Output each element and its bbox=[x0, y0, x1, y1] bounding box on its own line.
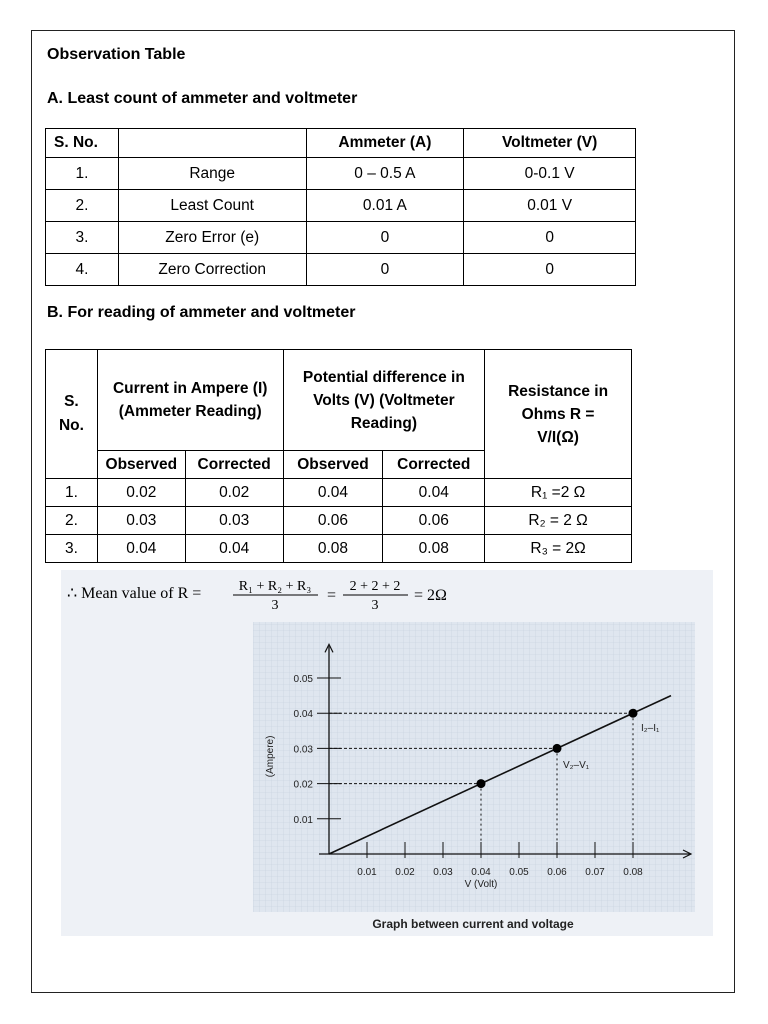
least-count-table bbox=[45, 128, 636, 286]
mean-eq1: = bbox=[327, 587, 337, 604]
cell: 4. bbox=[46, 254, 119, 286]
y-tick-label: 0.02 bbox=[293, 779, 313, 791]
cell: 0 bbox=[464, 222, 636, 254]
x-tick-label: 0.07 bbox=[585, 867, 605, 878]
cell: 1. bbox=[46, 158, 119, 190]
data-point bbox=[629, 709, 638, 718]
x-tick-label: 0.04 bbox=[471, 867, 491, 878]
cell: 0.04 bbox=[97, 535, 185, 563]
header-sno bbox=[46, 350, 98, 479]
cell: 2. bbox=[46, 507, 98, 535]
graph-figure bbox=[61, 570, 713, 936]
chart-title: Graph between current and voltage bbox=[372, 917, 574, 931]
data-point bbox=[477, 779, 486, 788]
header-sno: S. No. bbox=[46, 129, 119, 158]
cell: Least Count bbox=[118, 190, 306, 222]
cell: 0-0.1 V bbox=[464, 158, 636, 190]
cell: 0 bbox=[464, 254, 636, 286]
cell: R₁ =2 Ω bbox=[485, 479, 632, 507]
header-resistance: Resistance in Ohms R = V/I(Ω) bbox=[485, 350, 632, 479]
table-row bbox=[46, 507, 632, 535]
mean-result: = 2Ω bbox=[414, 587, 447, 604]
cell: 0.02 bbox=[185, 479, 283, 507]
cell: 0.08 bbox=[283, 535, 383, 563]
cell: 0 bbox=[306, 254, 464, 286]
x-axis-label: V (Volt) bbox=[464, 879, 498, 890]
x-tick-label: 0.06 bbox=[547, 867, 567, 878]
x-tick-label: 0.03 bbox=[433, 867, 453, 878]
cell: 0.06 bbox=[383, 507, 485, 535]
header-ammeter: Ammeter (A) bbox=[306, 129, 464, 158]
header-blank bbox=[118, 129, 306, 158]
x-tick-label: 0.08 bbox=[623, 867, 643, 878]
annotation-delta-v: V₂–V₁ bbox=[563, 760, 590, 771]
readings-table bbox=[45, 349, 632, 563]
cell: 0.03 bbox=[97, 507, 185, 535]
y-tick-label: 0.01 bbox=[293, 814, 313, 826]
cell: 0.01 V bbox=[464, 190, 636, 222]
cell: 2. bbox=[46, 190, 119, 222]
table-row bbox=[46, 222, 636, 254]
table-row bbox=[46, 535, 632, 563]
section-a-heading: A. Least count of ammeter and voltmeter bbox=[47, 90, 358, 107]
section-b-heading: B. For reading of ammeter and voltmeter bbox=[47, 304, 356, 321]
y-tick-label: 0.05 bbox=[293, 674, 313, 685]
mean-den1: 3 bbox=[271, 598, 279, 613]
mean-den2: 3 bbox=[371, 598, 379, 613]
y-axis-label: (Ampere) bbox=[265, 735, 276, 778]
cell: 0.01 A bbox=[306, 190, 464, 222]
table-row bbox=[46, 158, 636, 190]
table-row bbox=[46, 479, 632, 507]
mean-num2: 2 + 2 + 2 bbox=[349, 579, 401, 594]
cell: 1. bbox=[46, 479, 98, 507]
cell: 3. bbox=[46, 535, 98, 563]
table-row bbox=[46, 254, 636, 286]
header-voltmeter: Voltmeter (V) bbox=[464, 129, 636, 158]
table-row bbox=[46, 190, 636, 222]
page-title: Observation Table bbox=[47, 46, 186, 63]
cell: 0.02 bbox=[97, 479, 185, 507]
cell: 0.04 bbox=[383, 479, 485, 507]
annotation-delta-i: I₂–I₁ bbox=[641, 722, 660, 734]
header-pd: Potential difference in Volts (V) (Voltmeter Reading) bbox=[283, 350, 485, 451]
cell: 3. bbox=[46, 222, 119, 254]
cell: R₃ = 2Ω bbox=[485, 535, 632, 563]
cell: 0.04 bbox=[185, 535, 283, 563]
cell: 0 bbox=[306, 222, 464, 254]
cell: R₂ = 2 Ω bbox=[485, 507, 632, 535]
cell: 0 – 0.5 A bbox=[306, 158, 464, 190]
x-tick-label: 0.01 bbox=[357, 867, 377, 878]
cell: 0.03 bbox=[185, 507, 283, 535]
header-corrected-current: Corrected bbox=[185, 451, 283, 479]
mean-prefix: ∴ Mean value of R = bbox=[67, 585, 202, 602]
cell: Range bbox=[118, 158, 306, 190]
x-tick-label: 0.05 bbox=[509, 867, 529, 878]
x-tick-label: 0.02 bbox=[395, 867, 415, 878]
header-current: Current in Ampere (I) (Ammeter Reading) bbox=[97, 350, 283, 451]
cell: 0.08 bbox=[383, 535, 485, 563]
mean-num1: R₁ + R₂ + R₃ bbox=[238, 579, 312, 594]
cell: 0.04 bbox=[283, 479, 383, 507]
header-corrected-pd: Corrected bbox=[383, 451, 485, 479]
cell: Zero Error (e) bbox=[118, 222, 306, 254]
table-header-row bbox=[46, 350, 632, 451]
header-sno-text: S. No. bbox=[58, 393, 84, 434]
data-point bbox=[553, 744, 562, 753]
graph-svg bbox=[61, 570, 713, 936]
header-observed-current: Observed bbox=[97, 451, 185, 479]
header-observed-pd: Observed bbox=[283, 451, 383, 479]
y-tick-label: 0.03 bbox=[293, 744, 313, 756]
cell: 0.06 bbox=[283, 507, 383, 535]
y-tick-label: 0.04 bbox=[293, 709, 313, 721]
table-header-row bbox=[46, 129, 636, 158]
cell: Zero Correction bbox=[118, 254, 306, 286]
